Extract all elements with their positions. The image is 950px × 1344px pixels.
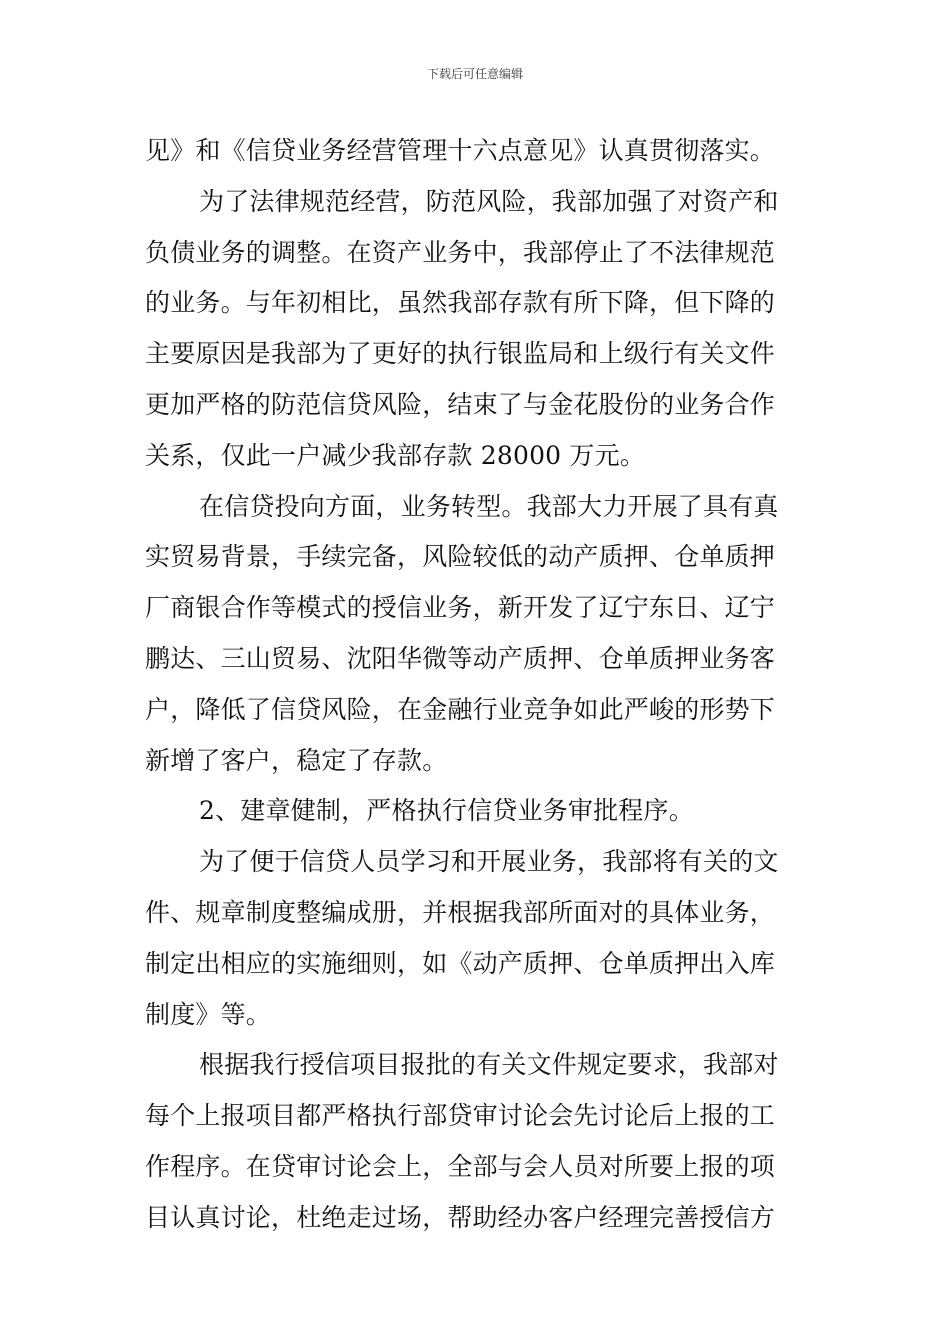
page-header: 下载后可任意编辑 — [426, 67, 523, 81]
text-line: 更加严格的防范信贷风险，结束了与金花股份的业务合作 — [145, 389, 776, 419]
text-line: 主要原因是我部为了更好的执行银监局和上级行有关文件 — [145, 339, 776, 369]
text-line: 作程序。在贷审讨论会上，全部与会人员对所要上报的项 — [145, 1151, 776, 1181]
text-line: 2、建章健制，严格执行信贷业务审批程序。 — [199, 796, 694, 826]
text-line: 制定出相应的实施细则，如《动产质押、仓单质押出入库 — [145, 948, 776, 978]
text-line: 厂商银合作等模式的授信业务，新开发了辽宁东日、辽宁 — [145, 593, 776, 623]
text-line: 件、规章制度整编成册，并根据我部所面对的具体业务， — [145, 897, 776, 927]
text-line: 的业务。与年初相比，虽然我部存款有所下降，但下降的 — [145, 288, 776, 318]
text-line: 负债业务的调整。在资产业务中，我部停止了不法律规范 — [145, 237, 776, 267]
text-line: 制度》等。 — [145, 999, 272, 1029]
text-line: 关系，仅此一户减少我部存款 28000 万元。 — [145, 440, 646, 470]
text-line: 鹏达、三山贸易、沈阳华微等动产质押、仓单质押业务客 — [145, 643, 776, 673]
text-line: 新增了客户，稳定了存款。 — [145, 745, 448, 775]
text-line: 见》和《信贷业务经营管理十六点意见》认真贯彻落实。 — [145, 136, 776, 165]
text-line: 为了便于信贷人员学习和开展业务，我部将有关的文 — [199, 847, 779, 877]
text-line: 户，降低了信贷风险，在金融行业竞争如此严峻的形势下 — [145, 694, 776, 724]
text-line: 为了法律规范经营，防范风险，我部加强了对资产和 — [199, 186, 779, 216]
text-line: 实贸易背景，手续完备，风险较低的动产质押、仓单质押 — [145, 542, 776, 572]
text-line: 每个上报项目都严格执行部贷审讨论会先讨论后上报的工 — [145, 1101, 776, 1131]
text-line: 目认真讨论，杜绝走过场，帮助经办客户经理完善授信方 — [145, 1202, 776, 1232]
text-line: 根据我行授信项目报批的有关文件规定要求，我部对 — [199, 1050, 779, 1080]
document-body — [145, 126, 807, 1244]
text-line: 在信贷投向方面，业务转型。我部大力开展了具有真 — [199, 491, 779, 521]
